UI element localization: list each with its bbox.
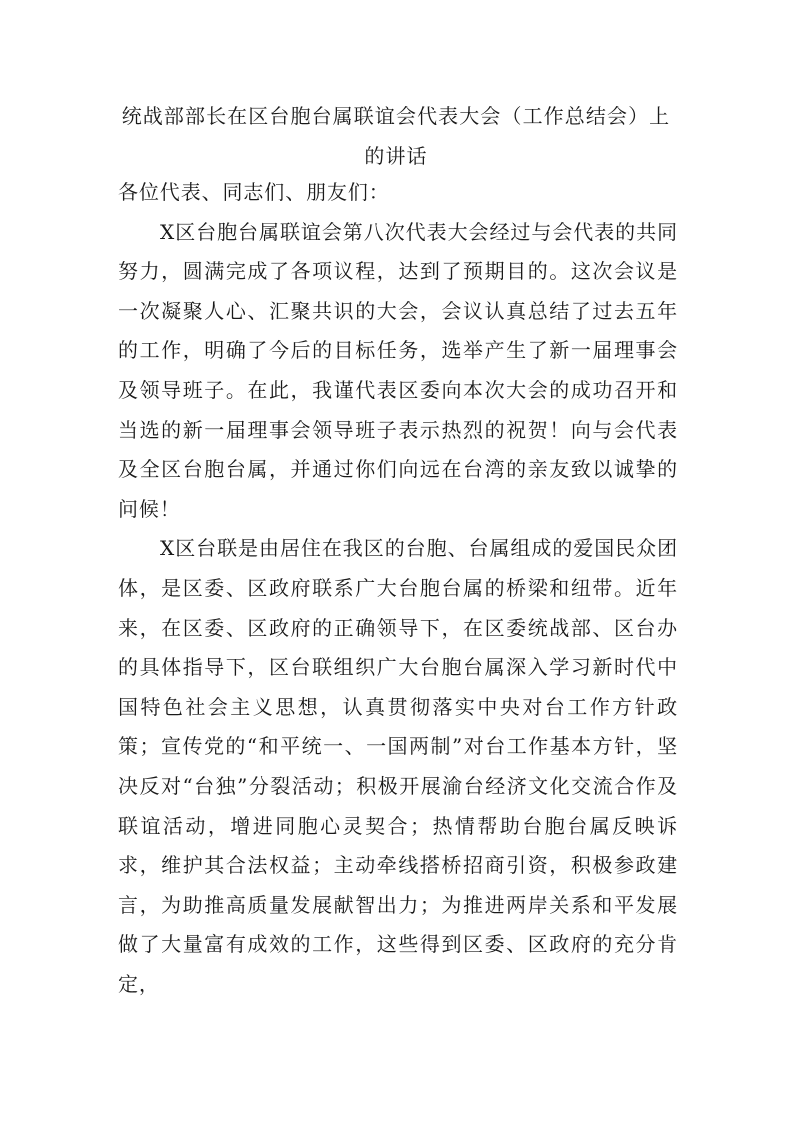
paragraph-1: X区台胞台属联谊会第八次代表大会经过与会代表的共同努力，圆满完成了各项议程，达到了预期目的。这次会议是一次凝聚人心、汇聚共识的大会，会议认真总结了过去五年的工作，明确了今后的目标任务，选举产生了新一届理事会及领导班子。在此，我谨代表区委向本次大会的成功召开和当选的新一届理事会领导班子表示热烈的祝贺！向与会代表及全区台胞台属，并通过你们向远在台湾的亲友致以诚挚的问候！ [118,219,678,521]
document-body [118,173,678,1004]
document-title: 统战部部长在区台胞台属联谊会代表大会（工作总结会）上的讲话 [121,104,671,168]
paragraph-2: X区台联是由居住在我区的台胞、台属组成的爱国民众团体，是区委、区政府联系广大台胞台属的桥梁和纽带。近年来，在区委、区政府的正确领导下，在区委统战部、区台办的具体指导下，区台联组织广大台胞台属深入学习新时代中国特色社会主义思想，认真贯彻落实中央对台工作方针政策；宣传党的“和平统一、一国两制”对台工作基本方针，坚决反对“台独”分裂活动；积极开展渝台经济文化交流合作及联谊活动，增进同胞心灵契合；热情帮助台胞台属反映诉求，维护其合法权益；主动牵线搭桥招商引资，积极参政建言，为助推高质量发展献智出力；为推进两岸关系和平发展做了大量富有成效的工作，这些得到区委、区政府的充分肯定， [118,536,678,996]
salutation: 各位代表、同志们、朋友们： [118,180,390,204]
